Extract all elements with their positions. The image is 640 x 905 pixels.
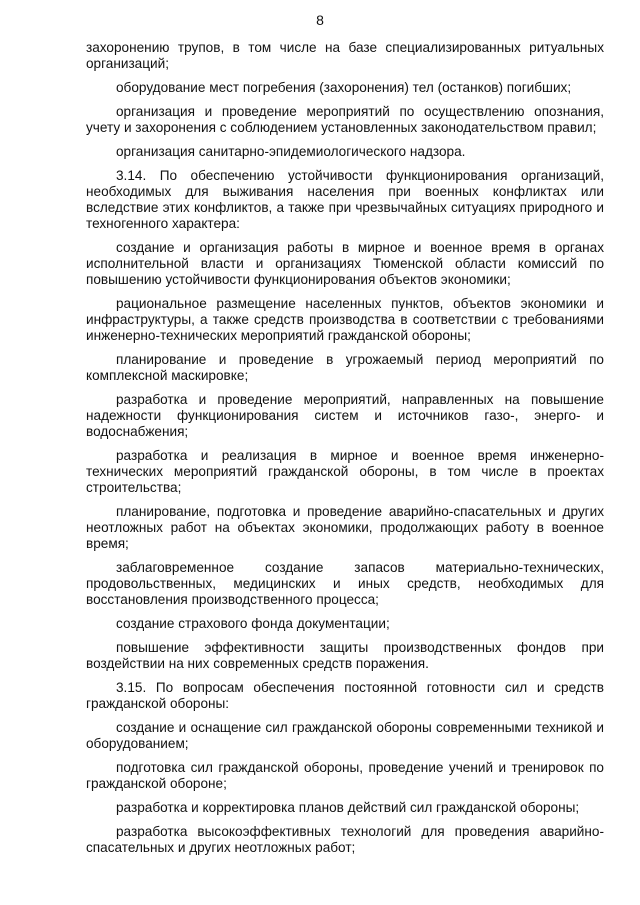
paragraph: разработка и реализация в мирное и военное время инженерно-технических мероприятий гражданской обороны, в том числе в проектах строительства; <box>86 448 604 495</box>
paragraph: захоронению трупов, в том числе на базе специализированных ритуальных организаций; <box>86 40 604 71</box>
document-body <box>86 40 604 864</box>
section-heading-3-15: 3.15. По вопросам обеспечения постоянной готовности сил и средств гражданской обороны: <box>86 680 604 711</box>
paragraph: рациональное размещение населенных пунктов, объектов экономики и инфраструктуры, а также средств производства в соответствии с требованиями инженерно-технических мероприятий гражданской обороны; <box>86 296 604 343</box>
page-number: 8 <box>316 12 324 28</box>
paragraph: организация санитарно-эпидемиологического надзора. <box>116 144 466 159</box>
paragraph: создание и оснащение сил гражданской обороны современными техникой и оборудованием; <box>86 720 604 751</box>
paragraph: разработка и проведение мероприятий, направленных на повышение надежности функционирования систем и источников газо-, энерго- и водоснабжения; <box>86 392 604 439</box>
paragraph: разработка и корректировка планов действий сил гражданской обороны; <box>116 800 580 815</box>
paragraph: оборудование мест погребения (захоронения) тел (останков) погибших; <box>116 80 572 95</box>
paragraph: планирование и проведение в угрожаемый период мероприятий по комплексной маскировке; <box>86 352 604 383</box>
paragraph: организация и проведение мероприятий по осуществлению опознания, учету и захоронения с соблюдением установленных законодательством правил; <box>86 104 604 135</box>
paragraph: разработка высокоэффективных технологий для проведения аварийно-спасательных и других неотложных работ; <box>86 824 604 855</box>
paragraph: подготовка сил гражданской обороны, проведение учений и тренировок по гражданской обороне; <box>86 760 604 791</box>
paragraph: создание страхового фонда документации; <box>116 616 390 631</box>
section-heading-3-14: 3.14. По обеспечению устойчивости функционирования организаций, необходимых для выживания населения при военных конфликтах или вследствие этих конфликтов, а также при чрезвычайных ситуациях природного и техногенного характера: <box>86 168 604 231</box>
paragraph: заблаговременное создание запасов материально-технических, продовольственных, медицинских и иных средств, необходимых для восстановления производственного процесса; <box>86 560 604 607</box>
paragraph: создание и организация работы в мирное и военное время в органах исполнительной власти и организациях Тюменской области комиссий по повышению устойчивости функционирования объектов экономики; <box>86 240 604 287</box>
paragraph: планирование, подготовка и проведение аварийно-спасательных и других неотложных работ на объектах экономики, продолжающих работу в военное время; <box>86 504 604 551</box>
paragraph: повышение эффективности защиты производственных фондов при воздействии на них современных средств поражения. <box>86 640 604 671</box>
